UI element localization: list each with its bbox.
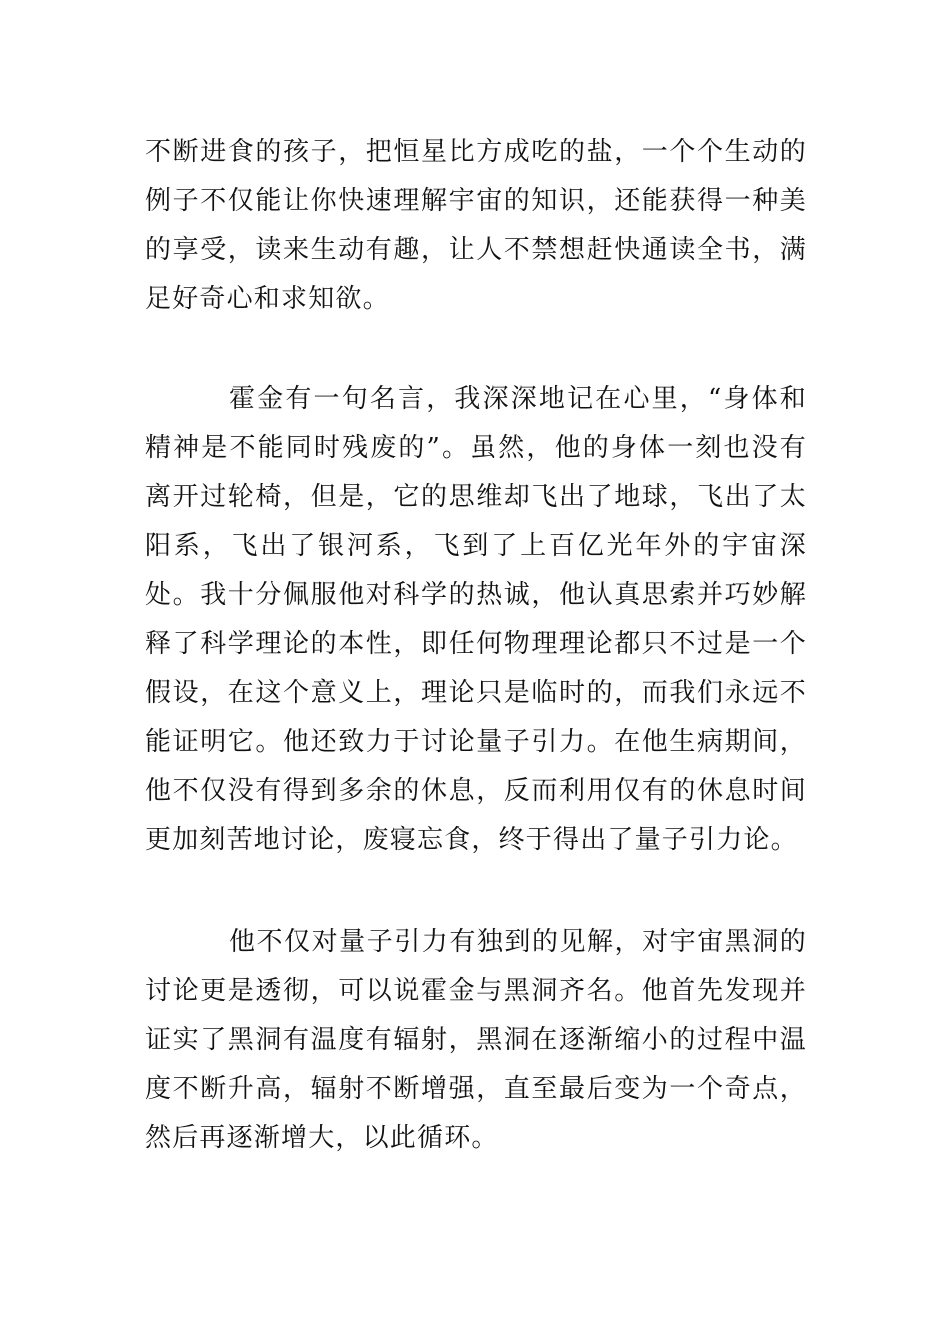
paragraph-text: 他不仅对量子引力有独到的见解，对宇宙黑洞的讨论更是透彻，可以说霍金与黑洞齐名。他首先发现并证实了黑洞有温度有辐射，黑洞在逐渐缩小的过程中温度不断升高，辐射不断增强，直至最后变为一个奇点，然后再逐渐增大，以此循环。 xyxy=(145,927,807,1153)
paragraph-2 xyxy=(145,375,807,865)
paragraph-3 xyxy=(145,918,807,1163)
paragraph-text: 不断进食的孩子，把恒星比方成吃的盐，一个个生动的例子不仅能让你快速理解宇宙的知识，还能获得一种美的享受，读来生动有趣，让人不禁想赶快通读全书，满足好奇心和求知欲。 xyxy=(145,137,807,314)
paragraph-1 xyxy=(145,128,807,324)
paragraph-text: 霍金有一句名言，我深深地记在心里，“身体和精神是不能同时残废的”。虽然，他的身体一刻也没有离开过轮椅，但是，它的思维却飞出了地球，飞出了太阳系，飞出了银河系，飞到了上百亿光年外的宇宙深处。我十分佩服他对科学的热诚，他认真思索并巧妙解释了科学理论的本性，即任何物理理论都只不过是一个假设，在这个意义上，理论只是临时的，而我们永远不能证明它。他还致力于讨论量子引力。在他生病期间，他不仅没有得到多余的休息，反而利用仅有的休息时间更加刻苦地讨论，废寝忘食，终于得出了量子引力论。 xyxy=(145,384,807,855)
